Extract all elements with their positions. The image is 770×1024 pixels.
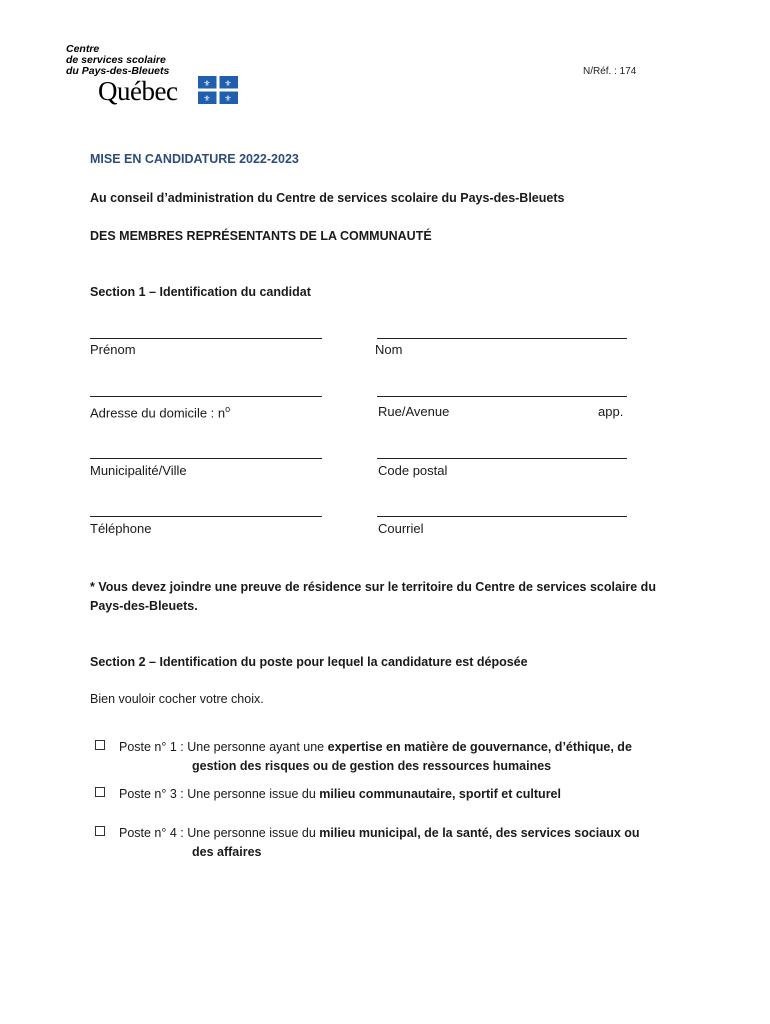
choice-poste-4[interactable] <box>95 824 640 843</box>
choice-4-prefix: Poste n° 4 : Une personne issue du <box>119 826 320 840</box>
members-heading: DES MEMBRES REPRÉSENTANTS DE LA COMMUNAUTÉ <box>90 229 432 243</box>
email-field[interactable] <box>377 516 627 517</box>
svg-text:⚜: ⚜ <box>203 94 211 103</box>
choice-1-prefix: Poste n° 1 : Une personne ayant une <box>119 740 328 754</box>
svg-text:⚜: ⚜ <box>224 79 232 88</box>
postal-code-field[interactable] <box>377 458 627 459</box>
nom-field[interactable] <box>377 338 627 339</box>
instruction-text: Bien vouloir cocher votre choix. <box>90 692 264 706</box>
org-line-3: du Pays-des-Bleuets <box>66 65 170 77</box>
organization-name <box>66 44 169 77</box>
city-field[interactable] <box>90 458 322 459</box>
choice-poste-1[interactable] <box>95 738 632 757</box>
city-label: Municipalité/Ville <box>90 463 187 478</box>
checkbox-poste-4[interactable] <box>95 826 105 836</box>
nom-label: Nom <box>375 342 403 357</box>
street-label: Rue/Avenue <box>378 404 450 419</box>
reference-number: N/Réf. : 174 <box>583 66 637 77</box>
street-field[interactable] <box>377 396 627 397</box>
choice-3-bold: milieu communautaire, sportif et culturel <box>319 787 561 801</box>
document-title: MISE EN CANDIDATURE 2022-2023 <box>90 152 299 166</box>
document-subtitle: Au conseil d’administration du Centre de services scolaire du Pays-des-Bleuets <box>90 191 565 205</box>
checkbox-poste-3[interactable] <box>95 787 105 797</box>
svg-text:⚜: ⚜ <box>224 94 232 103</box>
org-line-1: Centre <box>66 43 100 55</box>
choice-1-bold: expertise en matière de gouvernance, d’éthique, de <box>327 740 632 754</box>
phone-label: Téléphone <box>90 521 152 536</box>
apartment-label: app. <box>598 404 624 419</box>
org-line-2: de services scolaire <box>66 54 166 66</box>
address-label-text: Adresse du domicile : n <box>90 405 226 421</box>
choice-4-bold: milieu municipal, de la santé, des services sociaux ou <box>319 826 640 840</box>
svg-text:⚜: ⚜ <box>203 79 211 88</box>
prenom-field[interactable] <box>90 338 322 339</box>
section-2-heading: Section 2 – Identification du poste pour lequel la candidature est déposée <box>90 655 528 669</box>
residence-proof-note: * Vous devez joindre une preuve de résidence sur le territoire du Centre de services scolaire du Pays-des-Bleuets. <box>90 580 656 613</box>
address-label <box>90 404 230 420</box>
choice-poste-3[interactable] <box>95 785 561 804</box>
checkbox-poste-1[interactable] <box>95 740 105 750</box>
quebec-wordmark: Québec <box>98 76 178 106</box>
prenom-label: Prénom <box>90 342 136 357</box>
choice-3-prefix: Poste n° 3 : Une personne issue du <box>119 787 320 801</box>
choice-4-continuation: des affaires <box>192 845 262 859</box>
section-1-heading: Section 1 – Identification du candidat <box>90 285 311 299</box>
address-label-sup: o <box>225 404 231 414</box>
email-label: Courriel <box>378 521 424 536</box>
quebec-flag-icon <box>198 76 238 104</box>
postal-code-label: Code postal <box>378 463 448 478</box>
choice-1-continuation: gestion des risques ou de gestion des ressources humaines <box>192 759 552 773</box>
address-number-field[interactable] <box>90 396 322 397</box>
phone-field[interactable] <box>90 516 322 517</box>
